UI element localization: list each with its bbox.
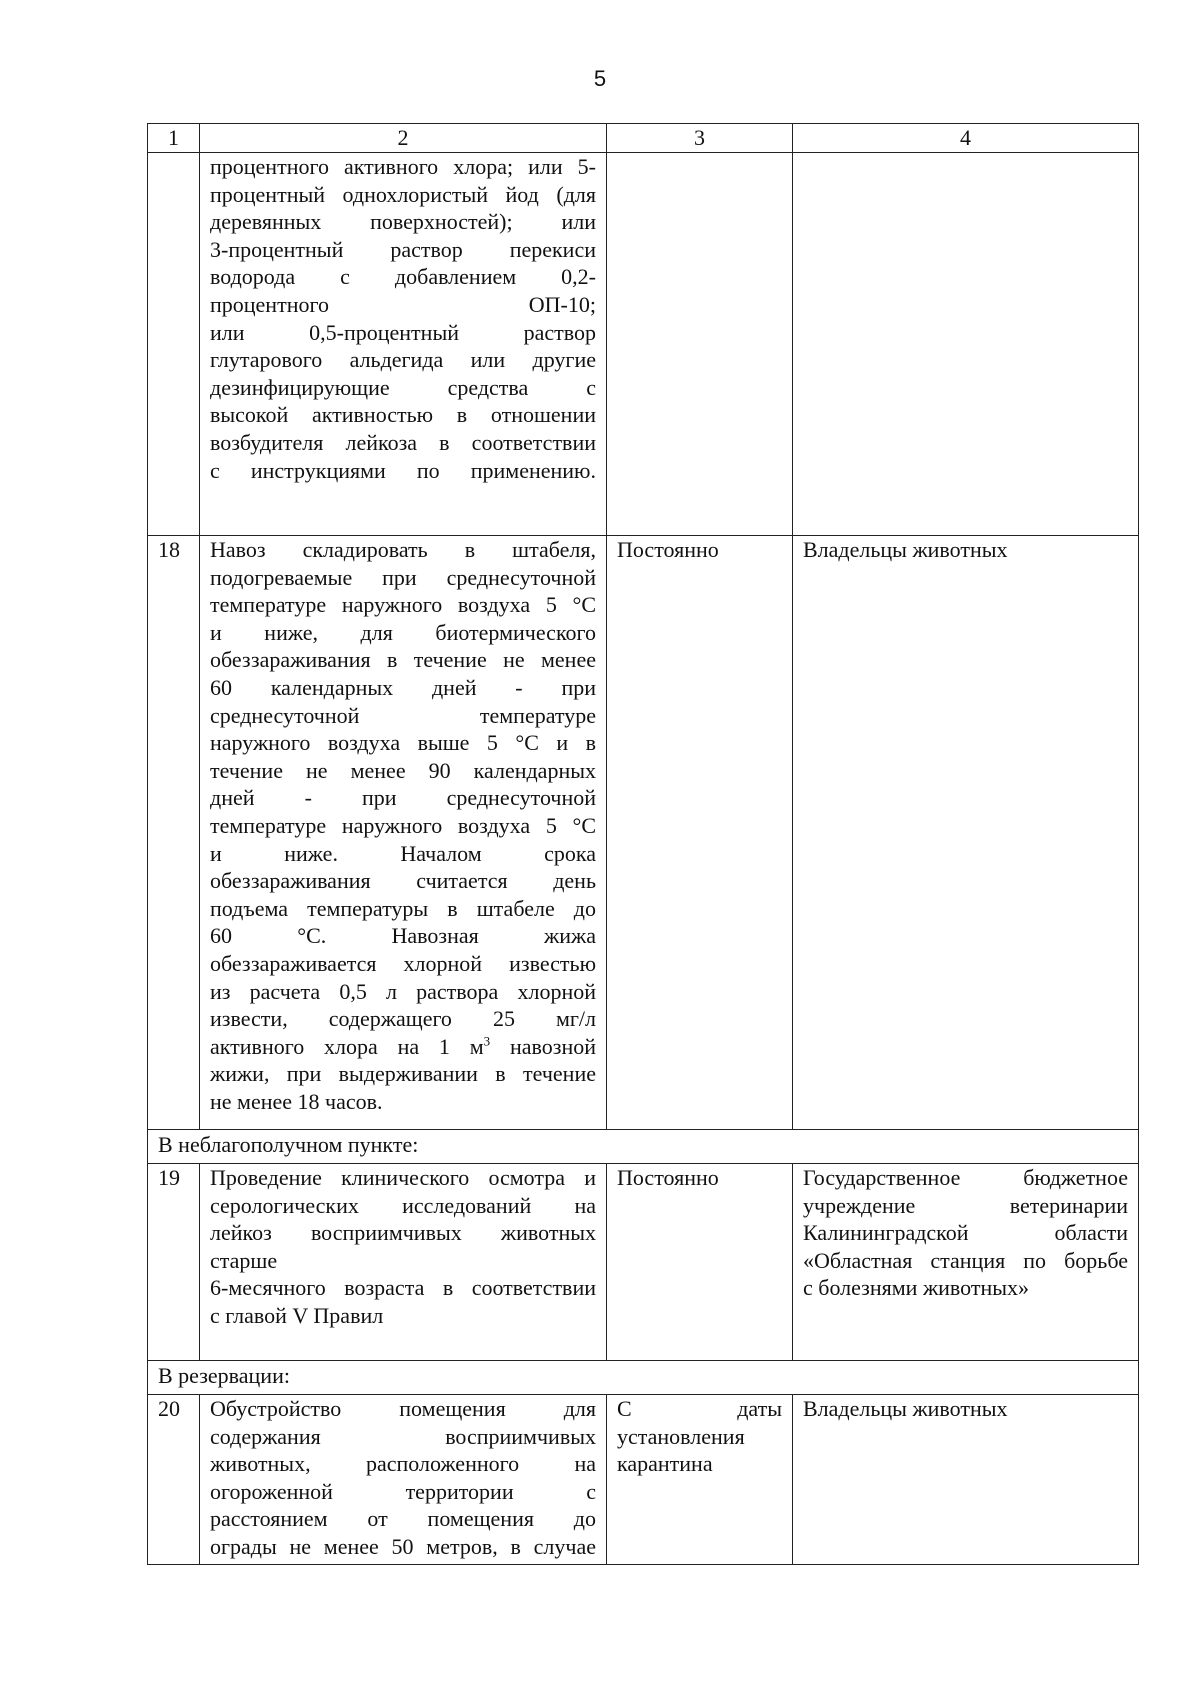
header-col-3: 3 xyxy=(607,124,793,153)
text-line: подогреваемые при среднесуточной xyxy=(210,564,596,590)
text-line: высокой активностью в отношении xyxy=(210,402,596,428)
row-number: 18 xyxy=(148,536,200,1130)
text-line: дней - при среднесуточной xyxy=(210,785,596,811)
text-line: установления xyxy=(617,1423,745,1449)
text-line: возбудителя лейкоза в соответствии xyxy=(210,429,596,455)
text-line: 3-процентный раствор перекиси xyxy=(210,236,596,262)
text-line: обеззараживания в течение не менее xyxy=(210,647,596,673)
text-line: Калининградской области xyxy=(803,1220,1128,1246)
measures-table xyxy=(147,123,1139,1565)
text-line: процентного активного хлора; или 5- xyxy=(210,154,596,179)
section-heading: В резервации: xyxy=(148,1361,1139,1395)
text-line: с главой V Правил xyxy=(210,1302,384,1328)
text-line: животных, расположенного на xyxy=(210,1451,596,1477)
superscript: 3 xyxy=(483,1033,491,1049)
text-line: расстоянием от помещения до xyxy=(210,1506,596,1532)
table-row-18 xyxy=(148,536,1139,1130)
text-line: температуре наружного воздуха 5 °С xyxy=(210,592,596,618)
table-row-19 xyxy=(148,1164,1139,1361)
measure-text xyxy=(200,536,607,1130)
text-fragment: активного хлора на 1 м xyxy=(210,1033,484,1059)
text-line: среднесуточной температуре xyxy=(210,702,596,728)
table-row-20 xyxy=(148,1395,1139,1565)
text-line: 6-месячного возраста в соответствии xyxy=(210,1275,596,1301)
text-line: температуре наружного воздуха 5 °С xyxy=(210,812,596,838)
measure-text xyxy=(200,153,607,536)
term-cell xyxy=(607,1395,793,1565)
text-line: обеззараживания считается день xyxy=(210,868,596,894)
text-line: из расчета 0,5 л раствора хлорной xyxy=(210,978,596,1004)
text-line: глутарового альдегида или другие xyxy=(210,347,596,373)
text-line: или 0,5-процентный раствор xyxy=(210,319,596,345)
text-line: обеззараживается хлорной известью xyxy=(210,950,596,976)
text-line: подъема температуры в штабеле до xyxy=(210,895,596,921)
term-cell xyxy=(607,153,793,536)
text-fragment: навозной xyxy=(490,1033,597,1059)
text-line: Навоз складировать в штабеля, xyxy=(210,537,596,562)
responsible-cell xyxy=(793,153,1139,536)
term-cell: Постоянно xyxy=(607,1164,793,1361)
header-col-1: 1 xyxy=(148,124,200,153)
text-line: деревянных поверхностей); или xyxy=(210,209,596,235)
text-line: наружного воздуха выше 5 °С и в xyxy=(210,730,596,756)
measure-text xyxy=(200,1164,607,1361)
text-line: и ниже. Началом срока xyxy=(210,840,596,866)
text-line: дезинфицирующие средства с xyxy=(210,374,596,400)
table-header-row xyxy=(148,124,1139,153)
text-line: жижи, при выдерживании в течение xyxy=(210,1061,596,1087)
text-line: С даты xyxy=(617,1396,782,1421)
table-row-continuation xyxy=(148,153,1139,536)
text-line: процентный однохлористый йод (для xyxy=(210,181,596,207)
text-line: карантина xyxy=(617,1451,713,1477)
text-line: учреждение ветеринарии xyxy=(803,1192,1128,1218)
text-line: старше xyxy=(210,1247,278,1273)
text-line: содержания восприимчивых xyxy=(210,1423,596,1449)
row-number: 19 xyxy=(148,1164,200,1361)
text-line: не менее 18 часов. xyxy=(210,1088,383,1114)
text-line: Проведение клинического осмотра и xyxy=(210,1165,596,1190)
section-row-unfavorable xyxy=(148,1130,1139,1164)
responsible-cell: Владельцы животных xyxy=(793,536,1139,1130)
text-line: 60 календарных дней - при xyxy=(210,674,596,700)
text-line: процентного ОП-10; xyxy=(210,291,596,317)
text-line: Обустройство помещения для xyxy=(210,1396,596,1421)
row-number xyxy=(148,153,200,536)
text-line: лейкоз восприимчивых животных xyxy=(210,1220,596,1246)
section-row-reservation xyxy=(148,1361,1139,1395)
text-line: с болезнями животных» xyxy=(803,1275,1030,1301)
text-line: извести, содержащего 25 мг/л xyxy=(210,1006,596,1032)
text-line: серологических исследований на xyxy=(210,1192,596,1218)
text-line: и ниже, для биотермического xyxy=(210,619,596,645)
text-line: огороженной территории с xyxy=(210,1478,596,1504)
text-line-with-superscript xyxy=(210,1033,596,1061)
text-line: водорода с добавлением 0,2- xyxy=(210,264,596,290)
responsible-cell xyxy=(793,1164,1139,1361)
section-heading: В неблагополучном пункте: xyxy=(148,1130,1139,1164)
text-line: ограды не менее 50 метров, в случае xyxy=(210,1533,596,1559)
row-number: 20 xyxy=(148,1395,200,1565)
responsible-cell: Владельцы животных xyxy=(793,1395,1139,1565)
term-cell: Постоянно xyxy=(607,536,793,1130)
text-line: Государственное бюджетное xyxy=(803,1165,1128,1190)
text-line: 60 °С. Навозная жижа xyxy=(210,923,596,949)
page-number: 5 xyxy=(593,66,607,91)
text-line: течение не менее 90 календарных xyxy=(210,757,596,783)
measure-text xyxy=(200,1395,607,1565)
text-line: с инструкциями по применению. xyxy=(210,457,596,483)
header-col-4: 4 xyxy=(793,124,1139,153)
text-line: «Областная станция по борьбе xyxy=(803,1247,1128,1273)
header-col-2: 2 xyxy=(200,124,607,153)
